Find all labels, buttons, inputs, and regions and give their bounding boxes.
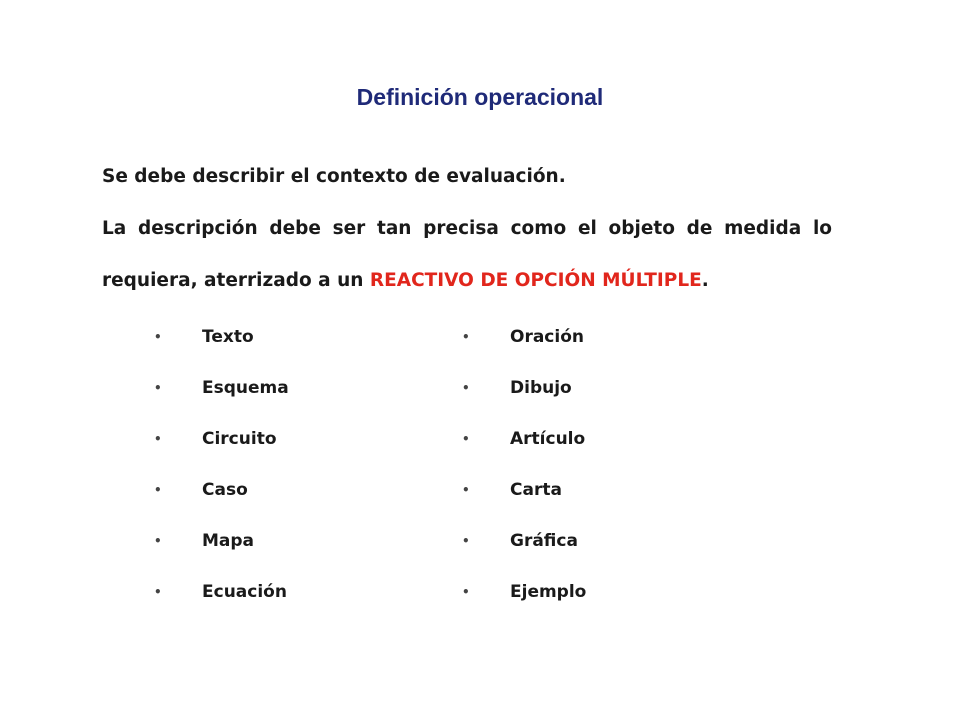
- list-item-label: Caso: [202, 480, 248, 500]
- bullet-icon: •: [154, 585, 162, 599]
- bullet-icon: •: [462, 432, 470, 446]
- list-item-label: Gráfica: [510, 531, 578, 551]
- list-item-label: Ejemplo: [510, 582, 587, 602]
- bullet-icon: •: [462, 330, 470, 344]
- list-item-label: Esquema: [202, 378, 289, 398]
- list-item-label: Circuito: [202, 429, 277, 449]
- list-item-label: Artículo: [510, 429, 586, 449]
- list-item-label: Ecuación: [202, 582, 287, 602]
- bullet-icon: •: [154, 330, 162, 344]
- description-text: La descripción debe ser tan precisa como el objeto de medida lo requiera, aterrizado a un: [102, 218, 832, 291]
- list-item-label: Dibujo: [510, 378, 572, 398]
- bullet-icon: •: [154, 534, 162, 548]
- bullet-icon: •: [462, 381, 470, 395]
- bullet-icon: •: [154, 432, 162, 446]
- description-end: .: [701, 270, 709, 291]
- intro-paragraph: Se debe describir el contexto de evaluación.: [102, 166, 566, 187]
- emphasis-text: REACTIVO DE OPCIÓN MÚLTIPLE: [369, 270, 702, 291]
- slide-title: Definición operacional: [356, 84, 604, 110]
- list-item-label: Carta: [510, 480, 562, 500]
- description-paragraph: [102, 203, 832, 307]
- bullet-icon: •: [154, 483, 162, 497]
- bullet-icon: •: [462, 585, 470, 599]
- list-item-label: Oración: [510, 327, 584, 347]
- bullet-icon: •: [462, 483, 470, 497]
- list-item-label: Texto: [202, 327, 254, 347]
- bullet-icon: •: [462, 534, 470, 548]
- bullet-icon: •: [154, 381, 162, 395]
- list-item-label: Mapa: [202, 531, 255, 551]
